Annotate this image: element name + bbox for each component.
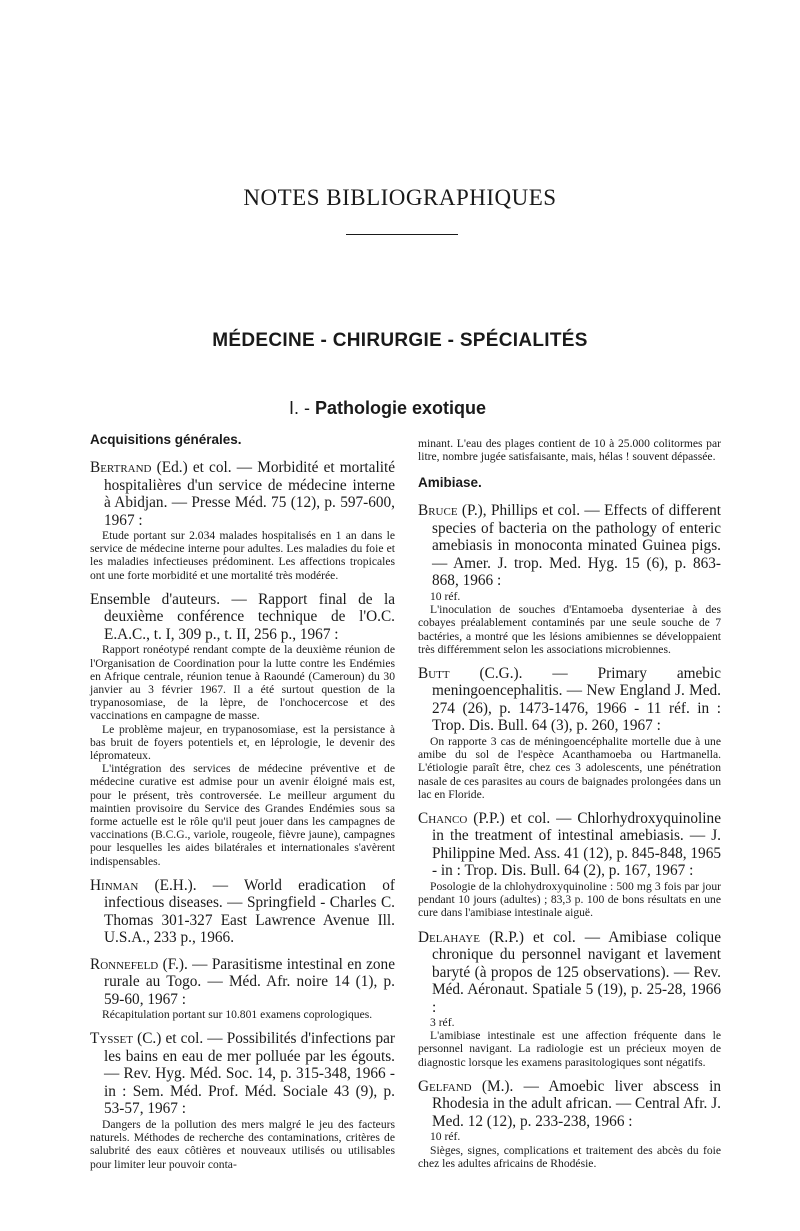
entry-reference — [418, 502, 721, 590]
bibliography-entry — [418, 810, 721, 920]
right-column — [418, 437, 721, 1179]
entry-author: Bertrand — [90, 459, 152, 476]
bibliography-entry — [418, 502, 721, 656]
entry-reference — [418, 1078, 721, 1131]
entry-citation: (F.). — Parasitisme intestinal en zone rurale au Togo. — Méd. Afr. noire 14 (1), p. 59-60, 1967 : — [104, 955, 395, 1008]
abstract-paragraph: Sièges, signes, complications et traitement des abcès du foie chez les adultes africains de Rhodésie. — [418, 1143, 721, 1170]
entry-citation: (Ed.) et col. — Morbidité et mortalité hospitalières d'un service de médecine interne à Abidjan. — Presse Méd. 75 (12), p. 597-600, 1967 : — [104, 459, 395, 529]
bibliography-entry — [418, 929, 721, 1069]
entry-citation: (P.), Phillips et col. — Effects of different species of bacteria on the pathology of enteric amebiasis in monoconta minated Guinea pigs. — Amer. J. trop. Med. Hyg. 15 (6), p. 863-868, 1966 : — [432, 502, 721, 590]
entry-reference — [90, 459, 395, 529]
entry-abstract — [90, 1008, 395, 1021]
entry-ref-count: 10 réf. — [430, 589, 461, 603]
bibliography-entry — [90, 1030, 395, 1170]
entry-abstract — [90, 529, 395, 582]
entry-author: Hinman — [90, 876, 139, 894]
subsection-name: Pathologie exotique — [315, 398, 487, 418]
entry-reference — [418, 665, 721, 735]
title-rule — [346, 234, 458, 235]
category-heading: Amibiase. — [418, 475, 482, 491]
entry-reference — [418, 810, 721, 880]
category-heading: Acquisitions générales. — [90, 432, 242, 447]
left-column — [90, 432, 395, 1180]
entry-abstract — [418, 880, 721, 920]
abstract-paragraph: Récapitulation portant sur 10.801 examens coprologiques. — [102, 1008, 373, 1022]
abstract-paragraph: Le problème majeur, en trypanosomiase, est la persistance à bas bruit de foyers potentiels et, en léprologie, le devenir des lépromateux. — [90, 722, 395, 762]
entry-abstract — [418, 590, 721, 656]
entry-citation: (C.G.). — Primary amebic meningoencephalitis. — New England J. Med. 274 (26), p. 1473-1476, 1966 - 11 réf. in : Trop. Dis. Bull. 64 (3), p. 260, 1967 : — [432, 664, 721, 735]
entry-citation: Ensemble d'auteurs. — Rapport final de la deuxième conférence technique de l'O.C. E.A.C., t. I, 309 p., t. II, 256 p., 1967 : — [90, 590, 395, 643]
left-entries — [90, 459, 395, 1171]
continued-abstract: minant. L'eau des plages contient de 10 à 25.000 colitormes par litre, nombre jugée satisfaisante, mais, hélas ! souvent dépassée. — [418, 437, 721, 464]
entry-abstract — [418, 1016, 721, 1069]
entry-reference — [90, 1030, 395, 1118]
entry-author: Ronnefeld — [90, 955, 159, 973]
entry-author: Delahaye — [418, 928, 480, 946]
abstract-paragraph: L'inoculation de souches d'Entamoeba dysenteriae à des cobayes préalablement contaminés par une seule souche de 7 bactéries, a montré que les lésions amibiennes se développaient très différemment selon les associations microbiennes. — [418, 603, 721, 656]
page-title: NOTES BIBLIOGRAPHIQUES — [243, 185, 557, 210]
bibliography-entry — [90, 591, 395, 868]
abstract-paragraph: L'amibiase intestinale est une affection fréquente dans le personnel navigant. La radiologie est un précieux moyen de diagnostic lorsque les examens parasitologiques sont négatifs. — [418, 1029, 721, 1069]
subsection-number: I. - — [289, 398, 310, 418]
abstract-paragraph: Dangers de la pollution des mers malgré le jeu des facteurs naturels. Méthodes de recherche des contaminations, critères de salubrité des eaux côtières et nouveaux utilisés ou utilisables pour limiter leur pouvoir conta- — [90, 1117, 395, 1171]
entry-author: Gelfand — [418, 1077, 472, 1095]
abstract-paragraph: Rapport ronéotypé rendant compte de la deuxième réunion de l'Organisation de Coordination pour la lutte contre les Endémies en Afrique centrale, réunion tenue à Raoundé (Cameroun) du 30 janvier au 3 février 1967. Il a été surtout question de la trypanosomiase, de la lèpre, de l'onchocercose et des vaccinations en campagne de masse. — [90, 643, 395, 723]
entry-abstract — [90, 643, 395, 867]
bibliography-entry — [418, 1078, 721, 1170]
subsection-heading — [289, 398, 486, 419]
section-heading: MÉDECINE - CHIRURGIE - SPÉCIALITÉS — [212, 330, 588, 351]
entry-citation: (C.) et col. — Possibilités d'infections par les bains en eau de mer polluée par les égouts. — Rev. Hyg. Méd. Soc. 14, p. 315-348, 1966 - in : Sem. Méd. Prof. Méd. Sociale 43 (9), p. 53-57, 1967 : — [104, 1030, 395, 1118]
entry-abstract — [90, 1118, 395, 1171]
bibliography-entry — [90, 459, 395, 582]
entry-author: Bruce — [418, 502, 458, 520]
entry-ref-count: 3 réf. — [430, 1016, 455, 1030]
entry-abstract — [418, 1130, 721, 1170]
entry-citation: (R.P.) et col. — Amibiase colique chronique du personnel navigant et lavement baryté (à propos de 125 observations). — Rev. Méd. Aéronaut. Spatiale 5 (19), p. 25-28, 1966 : — [432, 928, 721, 1016]
right-entries — [418, 502, 721, 1170]
bibliography-entry — [90, 877, 395, 947]
entry-citation: (M.). — Amoebic liver abscess in Rhodesia in the adult african. — Central Afr. J. Med. 12 (12), p. 233-238, 1966 : — [432, 1077, 721, 1130]
bibliography-entry — [418, 665, 721, 801]
entry-ref-count: 10 réf. — [430, 1130, 461, 1144]
entry-reference — [90, 591, 395, 644]
abstract-paragraph: Posologie de la chlohydroxyquinoline : 500 mg 3 fois par jour pendant 10 jours (adultes) ; 83,3 p. 100 de bons résultats en une cure dans l'amibiase intestinale aiguë. — [418, 879, 721, 920]
entry-reference — [418, 929, 721, 1017]
abstract-paragraph: L'intégration des services de médecine préventive et de médecine curative est admise pour un avenir éloigné mais est, pour le présent, très controversée. Le meilleur argument du maintien provisoire du Service des Grandes Endémies sous sa forme actuelle est le rôle qu'il peut jouer dans les campagnes de vaccinations (B.C.G., variole, rougeole, fièvre jaune), campagnes pour lesquelles les aides bilatérales et internationales s'avèrent indispensables. — [90, 762, 395, 868]
abstract-paragraph: Etude portant sur 2.034 malades hospitalisés en 1 an dans le service de médecine interne pour adultes. Les maladies du foie et les maladies infectieuses prédominent. Les affections tropicales ont une forte morbidité et une mortalité très modérée. — [90, 529, 395, 582]
entry-citation: (E.H.). — World eradication of infectious diseases. — Springfield - Charles C. Thomas 301-327 East Lawrence Avenue Ill. U.S.A., 233 p., 1966. — [104, 876, 395, 947]
entry-author: Chanco — [418, 809, 468, 827]
entry-citation: (P.P.) et col. — Chlorhydroxyquinoline in the treatment of intestinal amebiasis. — J. Philippine Med. Ass. 41 (12), p. 845-848, 1965 - in : Trop. Dis. Bull. 64 (2), p. 167, 1967 : — [432, 809, 721, 880]
entry-author: Tysset — [90, 1030, 133, 1048]
entry-author: Butt — [418, 664, 450, 682]
entry-reference — [90, 956, 395, 1009]
abstract-paragraph: On rapporte 3 cas de méningoencéphalite mortelle due à une amibe du sol de l'espèce Acanthamoeba ou Hartmanella. L'étiologie paraît être, chez ces 3 adolescents, une pénétration nasale de ces parasites au cours de baignades prolongées dans un lac en Floride. — [418, 734, 721, 801]
entry-abstract — [418, 735, 721, 801]
entry-reference — [90, 877, 395, 947]
bibliography-entry — [90, 956, 395, 1022]
